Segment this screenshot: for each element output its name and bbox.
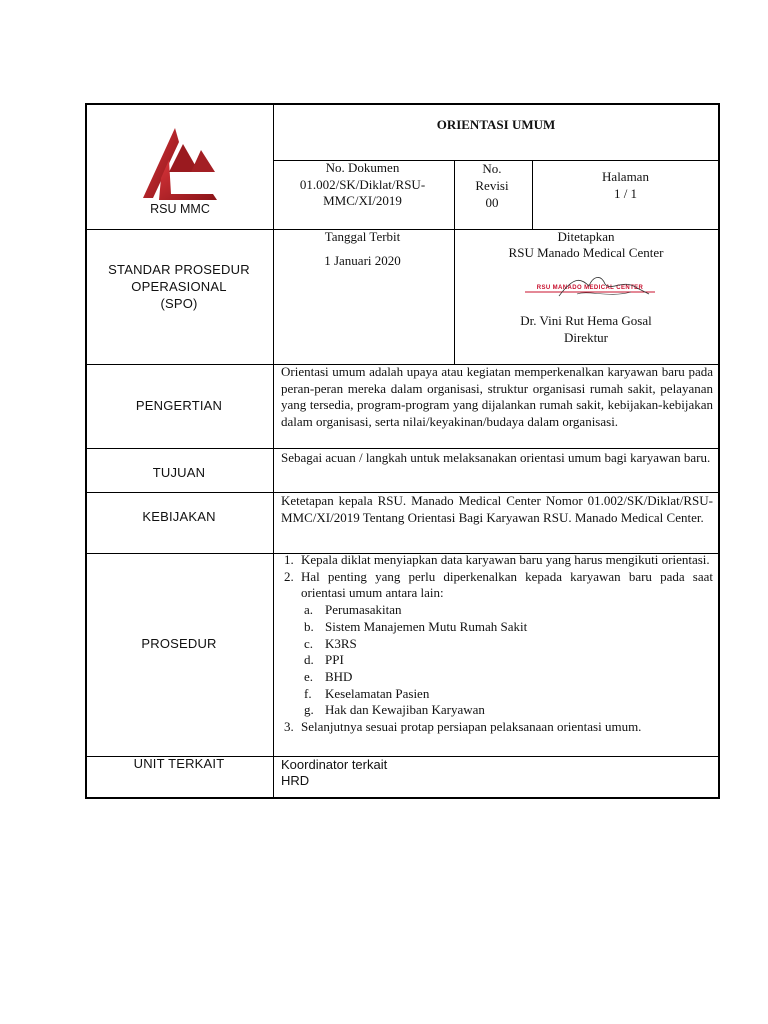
step-number: 3. [284, 719, 294, 735]
approved-org: RSU Manado Medical Center [508, 245, 664, 260]
document-title: ORIENTASI UMUM [436, 117, 556, 132]
prosedur-step [277, 569, 713, 602]
pengertian-label: PENGERTIAN [135, 398, 223, 413]
page-label: Halaman [602, 169, 649, 184]
step-text: Selanjutnya sesuai protap persiapan pelaksanaan orientasi umum. [301, 719, 642, 735]
sub-text: PPI [325, 652, 344, 668]
rsu-mmc-logo [139, 124, 219, 202]
issue-date-value: 1 Januari 2020 [324, 253, 401, 268]
unit-terkait-line2: HRD [281, 773, 310, 788]
tujuan-label: TUJUAN [152, 465, 206, 480]
tujuan-text: Sebagai acuan / langkah untuk melaksanakan orientasi umum bagi karyawan baru. [281, 450, 711, 465]
sub-text: Hak dan Kewajiban Karyawan [325, 702, 485, 718]
step-text: Hal penting yang perlu diperkenalkan kepada karyawan baru pada saat orientasi umum antara lain: [301, 568, 713, 601]
approved-label: Ditetapkan [557, 229, 615, 244]
prosedur-sub-item [277, 652, 713, 669]
sub-text: K3RS [325, 635, 357, 651]
spo-label-line3: (SPO) [160, 296, 198, 311]
kebijakan-text: Ketetapan kepala RSU. Manado Medical Center Nomor 01.002/SK/Diklat/RSU-MMC/XI/2019 Tentang Orientasi Bagi Karyawan RSU. Manado Medical Center. [281, 493, 713, 525]
sub-text: Sistem Manajemen Mutu Rumah Sakit [325, 618, 528, 634]
issue-date-label: Tanggal Terbit [324, 229, 401, 244]
pengertian-text: Orientasi umum adalah upaya atau kegiatan memperkenalkan karyawan baru pada peran-peran mereka dalam organisasi, struktur organisasi rumah sakit, pelayanan yang tersedia, program-program yang dijalankan rumah sakit, kebijakan-kebijakan dalam organisasi, serta nilai/keyakinan/budaya dalam organisasi. [281, 364, 713, 429]
doc-no-label: No. Dokumen [325, 160, 400, 175]
sub-text: Keselamatan Pasien [325, 685, 430, 701]
prosedur-sub-item [277, 619, 713, 636]
step-number: 1. [284, 552, 294, 567]
signature-stamp [519, 272, 661, 304]
doc-no-value: 01.002/SK/Diklat/RSU-MMC/XI/2019 [299, 177, 426, 208]
kebijakan-label: KEBIJAKAN [142, 509, 216, 524]
spo-label-line1: STANDAR PROSEDUR [108, 262, 250, 277]
prosedur-sub-item [277, 602, 713, 619]
sub-letter: f. [304, 685, 312, 701]
prosedur-sub-item [277, 636, 713, 653]
rev-label-revisi: Revisi [475, 178, 509, 193]
unit-terkait-label: UNIT TERKAIT [133, 756, 225, 771]
sub-letter: a. [304, 602, 314, 618]
prosedur-list [277, 552, 713, 736]
logo-caption: RSU MMC [150, 202, 210, 216]
rev-value: 00 [485, 195, 499, 210]
column-divider [273, 105, 274, 797]
sub-letter: g. [304, 702, 314, 718]
sub-letter: d. [304, 652, 314, 668]
unit-terkait-line1: Koordinator terkait [281, 757, 388, 772]
spo-label-line2: OPERASIONAL [131, 279, 227, 294]
sub-letter: c. [304, 635, 314, 651]
stamp-text: RSU MANADO MEDICAL CENTER [536, 285, 644, 291]
sub-text: BHD [325, 668, 353, 684]
signer-title: Direktur [563, 330, 609, 345]
prosedur-step [277, 719, 713, 736]
rev-label-no: No. [482, 161, 502, 176]
prosedur-sub-item [277, 686, 713, 703]
sub-letter: b. [304, 618, 314, 634]
step-number: 2. [284, 568, 294, 584]
prosedur-sub-item [277, 702, 713, 719]
step-text: Kepala diklat menyiapkan data karyawan baru yang harus mengikuti orientasi. [301, 552, 710, 567]
page-value: 1 / 1 [613, 186, 638, 201]
sub-text: Perumasakitan [325, 602, 402, 618]
prosedur-sub-item [277, 669, 713, 686]
signer-name: Dr. Vini Rut Hema Gosal [520, 313, 652, 328]
prosedur-step [277, 552, 713, 569]
sub-letter: e. [304, 668, 314, 684]
prosedur-label: PROSEDUR [141, 636, 217, 651]
